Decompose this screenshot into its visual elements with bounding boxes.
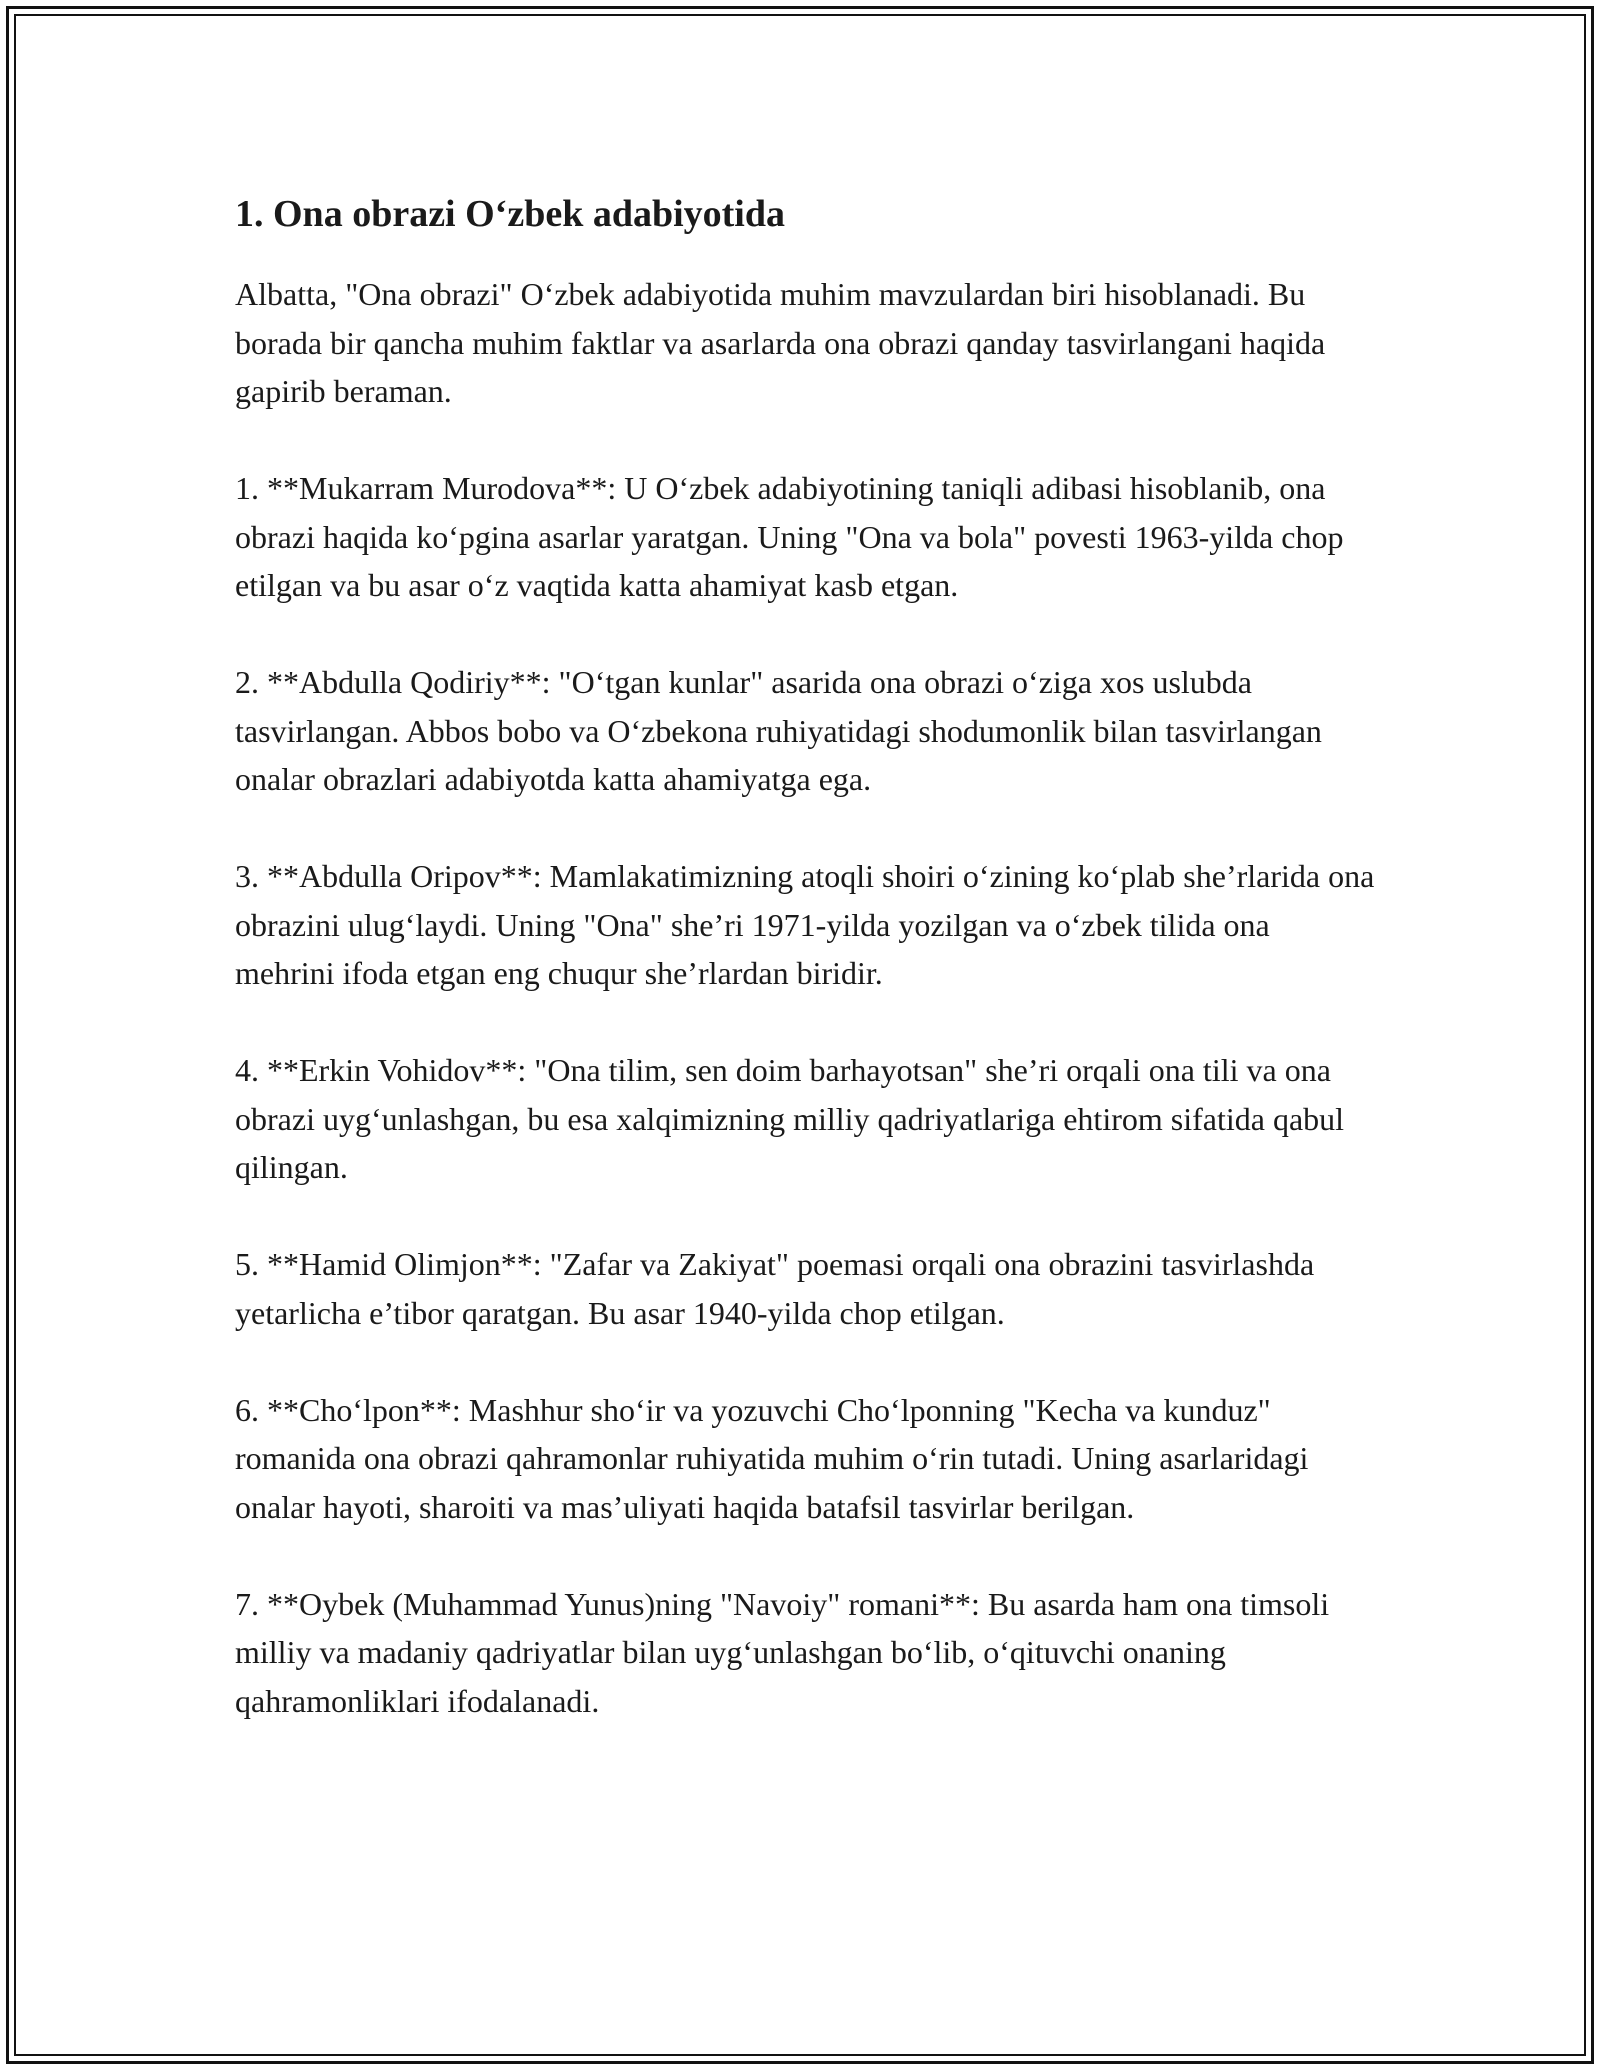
- document-title: 1. Ona obrazi O‘zbek adabiyotida: [235, 193, 785, 235]
- list-item-4: 4. **Erkin Vohidov**: "Ona tilim, sen doim barhayotsan" she’ri orqali ona tili va ona obrazi uyg‘unlashgan, bu esa xalqimizning milliy qadriyatlariga ehtirom sifatida qabul qilingan.: [235, 1052, 1345, 1185]
- list-item-5: 5. **Hamid Olimjon**: "Zafar va Zakiyat" poemasi orqali ona obrazini tasvirlashda yetarlicha e’tibor qaratgan. Bu asar 1940-yilda chop etilgan.: [235, 1246, 1315, 1331]
- list-item-6: 6. **Cho‘lpon**: Mashhur sho‘ir va yozuvchi Cho‘lponning "Kecha va kunduz" romanida ona obrazi qahramonlar ruhiyatida muhim o‘rin tutadi. Uning asarlaridagi onalar hayoti, sharoiti va mas’uliyati haqida batafsil tasvirlar berilgan.: [235, 1391, 1309, 1525]
- list-item-2: 2. **Abdulla Qodiriy**: "O‘tgan kunlar" asarida ona obrazi o‘ziga xos uslubda tasvirlangan. Abbos bobo va O‘zbekona ruhiyatidagi shodumonlik bilan tasvirlangan onalar obrazlari adabiyotda katta ahamiyatga ega.: [235, 664, 1322, 797]
- document-body: [235, 186, 1375, 1774]
- list-item-3: 3. **Abdulla Oripov**: Mamlakatimizning atoqli shoiri o‘zining ko‘plab she’rlarida ona obrazini ulug‘laydi. Uning "Ona" she’ri 1971-yilda yozilgan va o‘zbek tilida ona mehrini ifoda etgan eng chuqur she’rlardan biridir.: [235, 858, 1375, 991]
- list-item-1: 1. **Mukarram Murodova**: U O‘zbek adabiyotining taniqli adibasi hisoblanib, ona obrazi haqida ko‘pgina asarlar yaratgan. Uning "Ona va bola" povesti 1963-yilda chop etilgan va bu asar o‘z vaqtida katta ahamiyat kasb etgan.: [235, 470, 1344, 603]
- list-item-7: 7. **Oybek (Muhammad Yunus)ning "Navoiy" romani**: Bu asarda ham ona timsoli milliy va madaniy qadriyatlar bilan uyg‘unlashgan bo‘lib, o‘qituvchi onaning qahramonliklari ifodalanadi.: [235, 1585, 1330, 1719]
- intro-paragraph: Albatta, "Ona obrazi" O‘zbek adabiyotida muhim mavzulardan biri hisoblanadi. Bu borada bir qancha muhim faktlar va asarlarda ona obrazi qanday tasvirlangani haqida gapirib beraman.: [235, 276, 1326, 409]
